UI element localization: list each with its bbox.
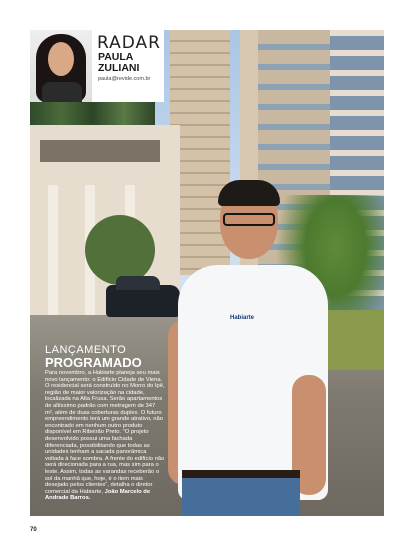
- article-headline: PROGRAMADO: [45, 355, 142, 370]
- article-signature: João Marcelo de Andrade Barros.: [45, 488, 151, 502]
- author-email: paula@revide.com.br: [98, 76, 151, 82]
- glasses: [223, 213, 275, 226]
- author-first-name: PAULA: [98, 51, 134, 63]
- street-tree: [85, 215, 155, 285]
- article-body: [45, 370, 165, 502]
- man-hair: [218, 180, 280, 206]
- author-last-name: ZULIANI: [98, 61, 140, 74]
- article-text: Para novembro, a Habiarte planeja seu mais novo lançamento: o Edifício Cidade de Viena. O residencial será construído no Morro do Ipê, região de maior valorização na cidade, localizada na Alta Frusa. Serão apartamentos de altíssimo padrão com metragem de 347 m², além de duas coberturas duplex. O futuro empreendimento terá um grande atrativo, não encontrado em nenhum outro produto disponível em Ribeirão Preto. "O projeto desenvolvido possui uma fachada diferenciada, possibilitando que todas as unidades tenham a sacada panorâmica voltada à face sombra. A frente do edifício não será direcionada para a rua, mas sim para o leste. Assim, todas as varandas receberão o sol da manhã que, hoje, é o item mais desejado pelos clientes", detalha o diretor comercial da Habiarte,: [45, 370, 165, 495]
- section-title: RADAR: [97, 33, 161, 53]
- shirt-logo: Habiarte: [230, 315, 255, 321]
- article-kicker: LANÇAMENTO: [45, 344, 127, 356]
- parked-car: [106, 285, 180, 317]
- author-name: [98, 52, 139, 73]
- page-number: 70: [30, 527, 37, 533]
- man-jeans: [182, 478, 300, 516]
- author-portrait: [30, 30, 92, 102]
